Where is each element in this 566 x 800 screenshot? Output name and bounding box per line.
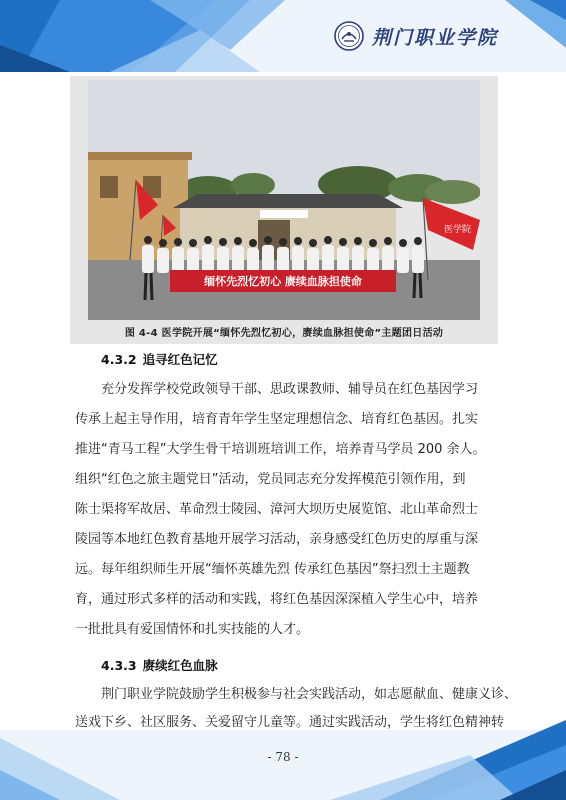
paragraph-line: 陵园等本地红色教育基地开展学习活动，亲身感受红色历史的厚重与深 xyxy=(75,532,479,547)
paragraph-line: 远。每年组织师生开展“缅怀英雄先烈 传承红色基因”祭扫烈士主题教 xyxy=(75,562,470,577)
flag-label: 医学院 xyxy=(444,225,472,235)
group-photo xyxy=(88,80,480,320)
photo-banner-text: 缅怀先烈忆初心 赓续血脉担使命 xyxy=(204,275,362,288)
section-title: 追寻红色记忆 xyxy=(142,352,218,367)
paragraph-line: 组织“红色之旅主题党日”活动，党员同志充分发挥模范引领作用，到 xyxy=(75,472,466,487)
school-name: 荆门职业学院 xyxy=(371,26,498,49)
section-number: 4.3.2 xyxy=(101,352,137,367)
page-number: - 78 - xyxy=(267,750,299,764)
paragraph-line: 荆门职业学院鼓励学生积极参与社会实践活动，如志愿献血、健康义诊、 xyxy=(101,687,518,702)
paragraph-line: 充分发挥学校党政领导干部、思政课教师、辅导员在红色基因学习 xyxy=(101,382,479,397)
school-brand xyxy=(334,21,498,51)
page-header xyxy=(0,0,566,72)
paragraph-line: 传承上起主导作用，培育青年学生坚定理想信念、培育红色基因。扎实 xyxy=(75,412,479,427)
paragraph-line: 陈士渠将军故居、革命烈士陵园、漳河大坝历史展览馆、北山革命烈士 xyxy=(75,502,479,517)
paragraph-line: 一批批具有爱国情怀和扎实技能的人才。 xyxy=(75,622,310,637)
paragraph-line: 推进“青马工程”大学生骨干培训班培训工作，培养青马学员 200 余人。 xyxy=(75,442,486,457)
paragraph-line: 育，通过形式多样的活动和实践，将红色基因深深植入学生心中，培养 xyxy=(75,592,479,607)
section-heading-4-3-2 xyxy=(101,350,218,368)
school-logo-icon xyxy=(334,21,364,51)
paragraph-line: 送戏下乡、社区服务、关爱留守儿童等。通过实践活动，学生将红色精神转 xyxy=(75,715,505,730)
figure-caption: 图 4-4 医学院开展“缅怀先烈忆初心，赓续血脉担使命”主题团日活动 xyxy=(124,328,444,339)
section-number: 4.3.3 xyxy=(101,658,137,673)
group-photo-illustration xyxy=(88,80,480,320)
section-title: 赓续红色血脉 xyxy=(142,658,218,673)
section-heading-4-3-3 xyxy=(101,656,218,674)
figure-block xyxy=(70,76,498,344)
